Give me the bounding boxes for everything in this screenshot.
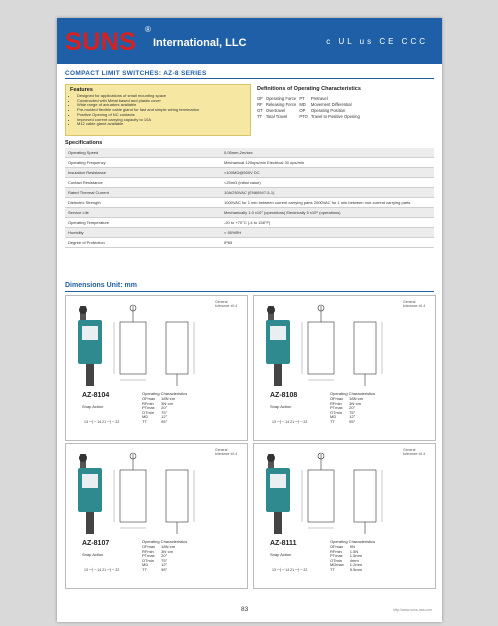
spec-value: Mechanically 1.0 x10⁷ (operations) Electrically 5 x10⁵ (operations) (221, 208, 434, 218)
operating-key: MD (330, 414, 337, 420)
operating-title: Operating Characteristics (142, 539, 188, 544)
spec-label: Operating Speed (65, 148, 221, 158)
spec-label: Operating Frequency (65, 158, 221, 168)
definition-cell: PTO (299, 114, 308, 119)
feature-item: • M12 cable gland available (77, 122, 250, 127)
dimension-drawing (298, 302, 408, 388)
definition-cell: Total Travel (265, 114, 288, 119)
operating-value: 3N·cm (349, 400, 361, 406)
operating-key: TT (142, 566, 147, 572)
operating-table (142, 397, 181, 425)
page-header (57, 18, 442, 64)
spec-row (65, 218, 434, 228)
definition-row (257, 114, 363, 120)
operating-key: TT (330, 566, 335, 572)
operating-value: 18N·cm (349, 396, 364, 401)
operating-table (330, 397, 369, 425)
spec-label: Insulation Resistance (65, 168, 221, 178)
cable-gland (274, 512, 282, 534)
definition-cell: RF (257, 102, 263, 107)
operating-value: 1.5N (349, 548, 359, 554)
spec-label: Humidity (65, 228, 221, 238)
operating-key: PTmax (142, 553, 155, 559)
operating-key: RFmin (142, 400, 154, 406)
operating-row (330, 420, 369, 425)
operating-key: OTmin (330, 557, 342, 563)
cable-gland (86, 364, 94, 386)
operating-row (330, 568, 368, 573)
operating-table (330, 545, 368, 573)
feature-item: • Improved current carrying capacity to 10A (77, 118, 250, 123)
product-panel (65, 443, 248, 589)
operating-title: Operating Characteristics (330, 391, 376, 396)
operating-table (142, 545, 181, 573)
operating-value: 75° (349, 409, 356, 415)
operating-value: 75° (161, 557, 168, 563)
brand-subtitle: International, LLC (153, 37, 247, 49)
label-plate (82, 326, 98, 340)
operating-value: 12° (161, 414, 168, 420)
spec-row (65, 228, 434, 238)
circuit-diagram: 13 ─┤─ 14 21 ─┤─ 22 (272, 420, 308, 424)
product-photo (72, 304, 108, 388)
feature-item: • Designed for applications of small mounting space (77, 94, 250, 99)
footer-url: http://www.suns-usa.com (393, 608, 432, 612)
action-type: Snap Action (270, 404, 292, 409)
model-number: AZ-8107 (82, 540, 110, 547)
spec-value: < 95%RH (221, 228, 434, 238)
feature-item: • Positive Opening of NC contacts (77, 113, 250, 118)
operating-value: 95° (349, 418, 356, 424)
operating-value: 4mm (349, 557, 359, 563)
spec-value: IP65 (221, 238, 434, 248)
label-plate (270, 474, 286, 488)
product-photo (260, 452, 296, 536)
definition-cell: TT (257, 114, 263, 119)
operating-value: 12° (349, 414, 356, 420)
label-plate (82, 474, 98, 488)
cable-gland (86, 512, 94, 534)
operating-key: PTmax (330, 405, 343, 411)
front-view (308, 322, 334, 374)
definitions-section (257, 86, 435, 120)
definitions-table (257, 96, 363, 120)
operating-value: 1.5mm (349, 553, 363, 559)
feature-item: • Wide range of actuators available (77, 103, 250, 108)
operating-title: Operating Characteristics (142, 391, 188, 396)
definition-cell: OF (257, 96, 263, 101)
features-box (65, 84, 251, 136)
dimension-drawing (298, 450, 408, 536)
spec-label: Dielectric Strength (65, 198, 221, 208)
catalog-page (57, 18, 442, 622)
spec-row (65, 148, 434, 158)
definitions-title: Definitions of Operating Characteristics (257, 86, 361, 92)
operating-characteristics (330, 391, 375, 425)
spec-value: 10A/250VAC (EN60947-5-1) (221, 188, 434, 198)
specifications-table (65, 148, 434, 248)
spec-row (65, 208, 434, 218)
operating-value: 5.5mm (349, 566, 363, 572)
spec-value: Mechanical 120ops/min Electrical 30 ops/min (221, 158, 434, 168)
definition-cell: MD (299, 102, 306, 107)
side-view (354, 322, 376, 374)
divider (65, 78, 434, 79)
product-panel (65, 295, 248, 441)
operating-value: 20° (161, 553, 168, 559)
brand-logo: SUNS (65, 28, 137, 56)
operating-row (142, 420, 181, 425)
operating-value: 95° (161, 566, 168, 572)
operating-key: OFmax (330, 396, 344, 401)
spec-label: Degree of Protection (65, 238, 221, 248)
spec-value: <100MΩ@500V DC (221, 168, 434, 178)
operating-key: OTmin (142, 409, 154, 415)
definition-cell: Travel to Positive Opening (310, 114, 360, 119)
operating-key: TT (330, 418, 335, 424)
operating-key: PTmax (142, 405, 155, 411)
operating-key: RFmin (330, 400, 342, 406)
certification-icons: c UL us CE CCC (326, 37, 428, 46)
side-view (166, 322, 188, 374)
dimension-drawing (110, 302, 220, 388)
operating-value: 18N·cm (161, 544, 176, 549)
specifications-title: Specifications (65, 140, 103, 146)
spec-value: -20 to +70°C (-4 to 158°F) (221, 218, 434, 228)
operating-value: 1.2mm (349, 562, 363, 568)
operating-key: OFmax (142, 396, 156, 401)
circuit-diagram: 13 ─┤─ 14 21 ─┤─ 22 (272, 568, 308, 572)
spec-label: Service Life (65, 208, 221, 218)
definition-cell: Releasing Force (265, 102, 297, 107)
spec-label: Operating Temperature (65, 218, 221, 228)
roller-icon (267, 454, 275, 462)
label-plate (270, 326, 286, 340)
features-title: Features (70, 87, 93, 93)
operating-key: OTmin (330, 409, 342, 415)
spec-row (65, 198, 434, 208)
side-view (166, 470, 188, 522)
front-view (120, 470, 146, 522)
definition-cell: OP (299, 108, 306, 113)
front-view (308, 470, 334, 522)
spec-value: 0.05mm-2m/sec (221, 148, 434, 158)
spec-row (65, 168, 434, 178)
dimension-drawing (110, 450, 220, 536)
operating-value: 9N (349, 544, 355, 549)
spec-label: Contact Resistance (65, 178, 221, 188)
roller-icon (79, 454, 87, 462)
operating-characteristics (330, 539, 375, 573)
spec-row (65, 178, 434, 188)
spec-row (65, 188, 434, 198)
page-number: 83 (241, 606, 249, 613)
operating-key: OFmax (330, 544, 344, 549)
product-photo (72, 452, 108, 536)
action-type: Snap Action (82, 552, 104, 557)
operating-row (142, 568, 181, 573)
spec-row (65, 238, 434, 248)
circuit-diagram: 13 ─┤─ 14 21 ─┤─ 22 (84, 420, 120, 424)
side-view (354, 470, 376, 522)
operating-key: OFmax (142, 544, 156, 549)
definition-cell: Movement Differential (310, 102, 352, 107)
operating-value: 95° (161, 418, 168, 424)
definition-cell: Operating Position (310, 108, 346, 113)
series-title: COMPACT LIMIT SWITCHES: AZ-8 SERIES (65, 70, 207, 77)
operating-characteristics (142, 539, 187, 573)
circuit-diagram: 13 ─┤─ 14 21 ─┤─ 22 (84, 568, 120, 572)
operating-value: 18N·cm (161, 396, 176, 401)
operating-key: PTmax (330, 553, 343, 559)
definition-cell: Overtravel (265, 108, 286, 113)
spec-value: 1000VAC for 1 min between current carrying parts 2000VAC for 1 min between non-current carrying parts (221, 198, 434, 208)
roller-icon (267, 306, 275, 314)
tolerance-note: General tolerance ±0.4 (403, 448, 426, 456)
product-panel (253, 295, 436, 441)
operating-key: RFmin (142, 548, 154, 554)
divider (65, 291, 434, 292)
model-number: AZ-8108 (270, 392, 298, 399)
operating-value: 20° (349, 405, 356, 411)
product-panel (253, 443, 436, 589)
operating-value: 3N·cm (161, 400, 173, 406)
definition-cell: Operating Force (265, 96, 297, 101)
operating-key: RFmin (330, 548, 342, 554)
tolerance-note: General tolerance ±0.4 (215, 448, 238, 456)
front-view (120, 322, 146, 374)
feature-item: • Pre-molded flexible cable gland for fast and simple wiring termination (77, 108, 250, 113)
spec-row (65, 158, 434, 168)
operating-title: Operating Characteristics (330, 539, 376, 544)
definition-cell: Pretravel (310, 96, 328, 101)
dimensions-title: Dimensions Unit: mm (65, 282, 137, 289)
operating-key: TT (142, 418, 147, 424)
registered-mark: ® (145, 25, 151, 34)
action-type: Snap Action (270, 552, 292, 557)
model-number: AZ-8111 (270, 540, 297, 547)
operating-value: 3N·cm (161, 548, 173, 554)
operating-characteristics (142, 391, 187, 425)
spec-label: Rated Thermal Current (65, 188, 221, 198)
operating-value: 12° (161, 562, 168, 568)
operating-key: MD (142, 414, 149, 420)
definition-cell: PT (299, 96, 305, 101)
spec-value: <25mΩ (initial value) (221, 178, 434, 188)
features-list (70, 94, 250, 127)
operating-key: MDmax (330, 562, 344, 568)
operating-key: MD (142, 562, 149, 568)
model-number: AZ-8104 (82, 392, 110, 399)
tolerance-note: General tolerance ±0.4 (403, 300, 426, 308)
operating-value: 75° (161, 409, 168, 415)
tolerance-note: General tolerance ±0.4 (215, 300, 238, 308)
operating-key: OTmin (142, 557, 154, 563)
product-photo (260, 304, 296, 388)
operating-value: 20° (161, 405, 168, 411)
action-type: Snap Action (82, 404, 104, 409)
cable-gland (274, 364, 282, 386)
roller-icon (79, 306, 87, 314)
definition-cell: OT (257, 108, 263, 113)
feature-item: • Constructed with Metal based and plastic cover (77, 99, 250, 104)
